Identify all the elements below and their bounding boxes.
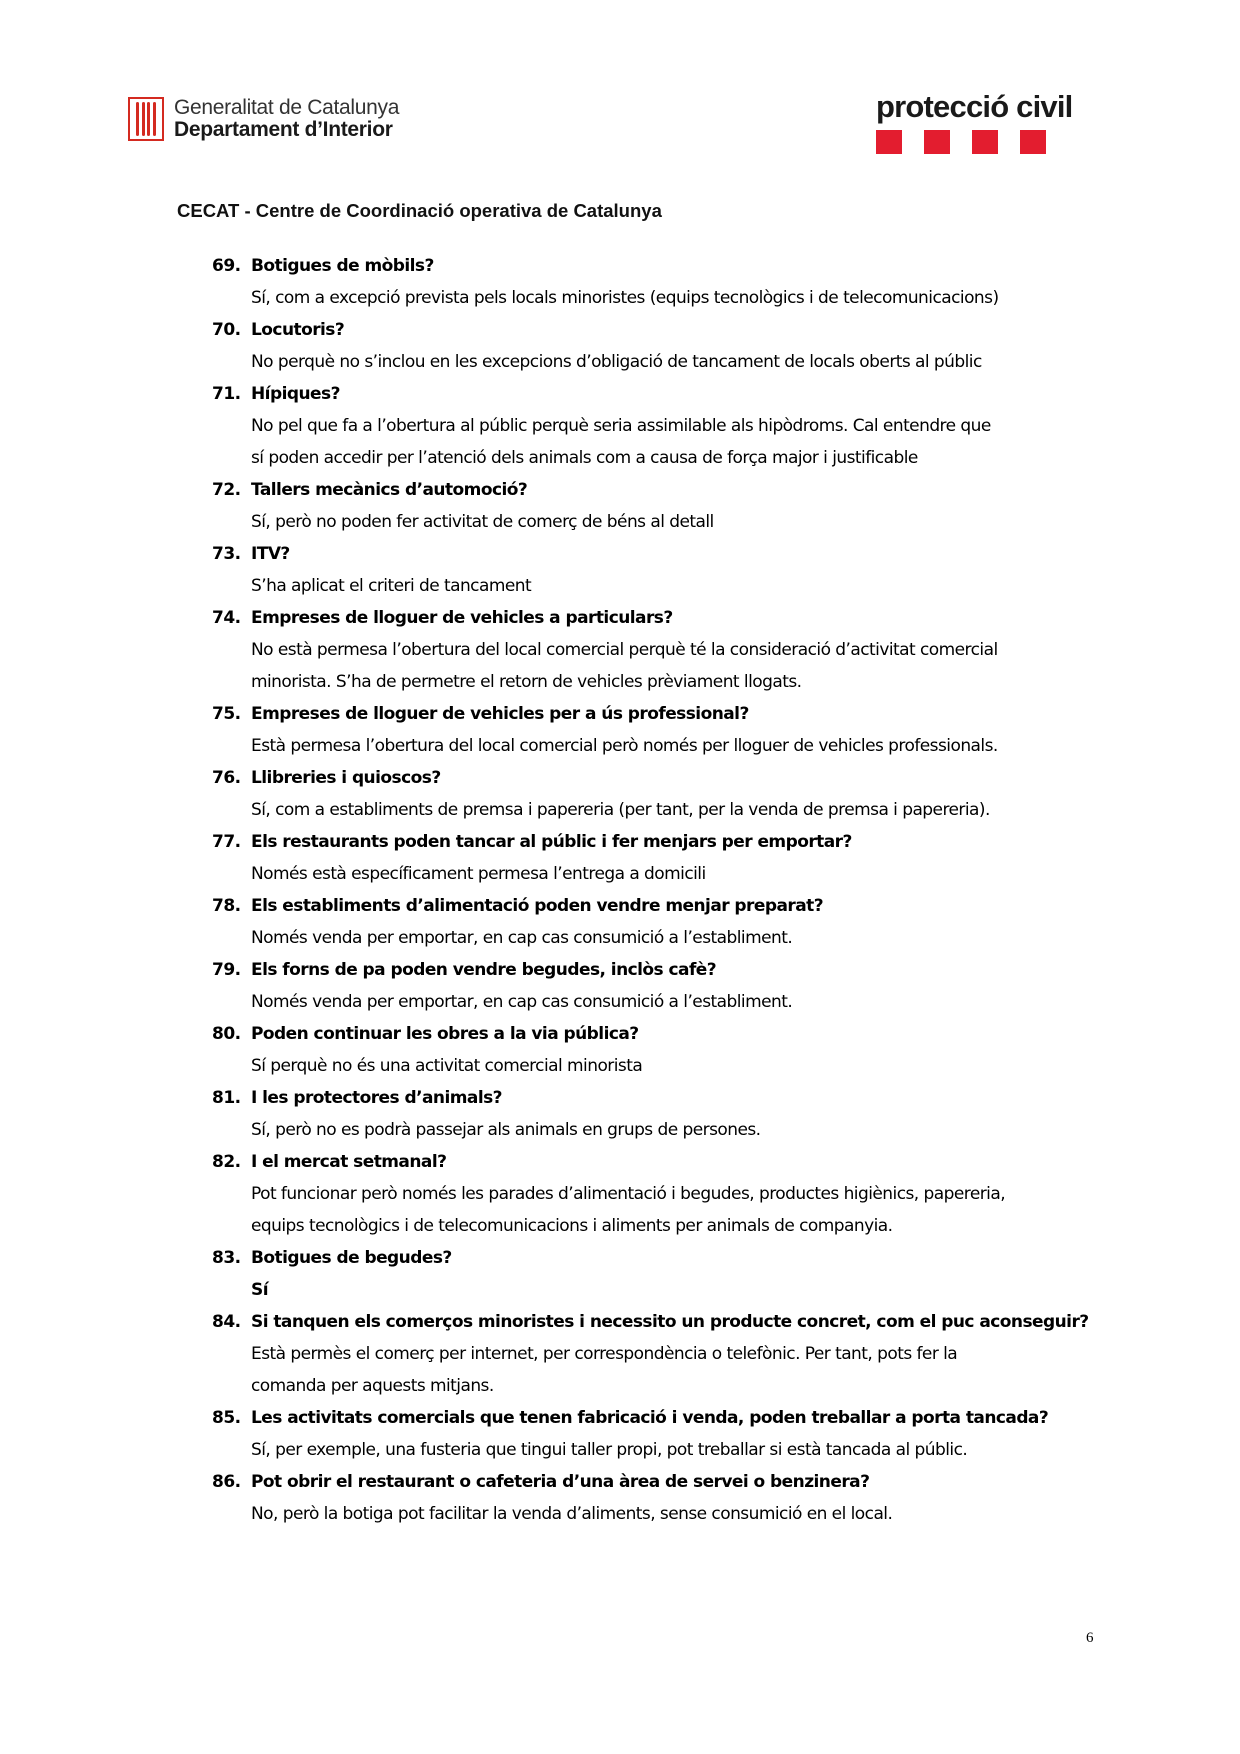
answer-text: Sí, com a excepció prevista pels locals minoristes (equips tecnològics i de telecomunicacions) [251, 288, 999, 308]
question-text: Si tanquen els comerços minoristes i necessito un producte concret, com el puc aconseguir? [251, 1312, 1089, 1332]
logo-proteccio-civil [876, 90, 1106, 154]
red-squares-icon [876, 130, 1106, 154]
item-number: 77. [212, 832, 241, 852]
item-number: 73. [212, 544, 241, 564]
page-number: 6 [1086, 1630, 1094, 1646]
answer-text: Només venda per emportar, en cap cas consumició a l’establiment. [251, 928, 793, 948]
answer-text: No està permesa l’obertura del local comercial perquè té la consideració d’activitat comercial [251, 640, 998, 660]
answer-text: Només venda per emportar, en cap cas consumició a l’establiment. [251, 992, 793, 1012]
question-text: Poden continuar les obres a la via pública? [251, 1024, 639, 1044]
question-text: ITV? [251, 544, 290, 564]
item-number: 70. [212, 320, 241, 340]
item-number: 78. [212, 896, 241, 916]
logo-proteccio-civil-text: protecció civil [876, 89, 1073, 124]
answer-text: No perquè no s’inclou en les excepcions d’obligació de tancament de locals oberts al públic [251, 352, 982, 372]
item-number: 86. [212, 1472, 241, 1492]
answer-text: Sí, però no poden fer activitat de comerç de béns al detall [251, 512, 714, 532]
question-text: Els establiments d’alimentació poden vendre menjar preparat? [251, 896, 824, 916]
catalan-shield-icon [128, 97, 164, 141]
question-text: Les activitats comercials que tenen fabricació i venda, poden treballar a porta tancada? [251, 1408, 1049, 1428]
answer-text: S’ha aplicat el criteri de tancament [251, 576, 532, 596]
question-text: Locutoris? [251, 320, 345, 340]
item-number: 80. [212, 1024, 241, 1044]
question-text: Els restaurants poden tancar al públic i fer menjars per emportar? [251, 832, 852, 852]
answer-text: No pel que fa a l’obertura al públic perquè seria assimilable als hipòdroms. Cal entendre que [251, 416, 991, 436]
answer-text: Està permesa l’obertura del local comercial però només per lloguer de vehicles professionals. [251, 736, 998, 756]
question-text: Els forns de pa poden vendre begudes, inclòs cafè? [251, 960, 717, 980]
question-text: Empreses de lloguer de vehicles per a ús professional? [251, 704, 749, 724]
question-text: Botigues de mòbils? [251, 256, 434, 276]
answer-text: minorista. S’ha de permetre el retorn de vehicles prèviament llogats. [251, 672, 802, 692]
item-number: 82. [212, 1152, 241, 1172]
question-text: Tallers mecànics d’automoció? [251, 480, 528, 500]
item-number: 76. [212, 768, 241, 788]
item-number: 79. [212, 960, 241, 980]
item-number: 83. [212, 1248, 241, 1268]
question-text: Empreses de lloguer de vehicles a particulars? [251, 608, 673, 628]
item-number: 81. [212, 1088, 241, 1108]
answer-text: Sí perquè no és una activitat comercial minorista [251, 1056, 643, 1076]
question-text: Botigues de begudes? [251, 1248, 452, 1268]
answer-text: Sí, com a establiments de premsa i papereria (per tant, per la venda de premsa i papereria). [251, 800, 990, 820]
question-text: I el mercat setmanal? [251, 1152, 447, 1172]
answer-text: Sí [251, 1280, 268, 1300]
answer-text: No, però la botiga pot facilitar la venda d’aliments, sense consumició en el local. [251, 1504, 893, 1524]
answer-text: Només està específicament permesa l’entrega a domicili [251, 864, 706, 884]
answer-text: Està permès el comerç per internet, per correspondència o telefònic. Per tant, pots fer la [251, 1344, 958, 1364]
logo-generalitat-line1: Generalitat de Catalunya [174, 96, 400, 119]
answer-text: comanda per aquests mitjans. [251, 1376, 494, 1396]
answer-text: Sí, però no es podrà passejar als animals en grups de persones. [251, 1120, 761, 1140]
question-text: Pot obrir el restaurant o cafeteria d’una àrea de servei o benzinera? [251, 1472, 870, 1492]
item-number: 85. [212, 1408, 241, 1428]
item-number: 84. [212, 1312, 241, 1332]
item-number: 74. [212, 608, 241, 628]
item-number: 71. [212, 384, 241, 404]
answer-text: Sí, per exemple, una fusteria que tingui taller propi, pot treballar si està tancada al públic. [251, 1440, 968, 1460]
question-text: Llibreries i quioscos? [251, 768, 441, 788]
logo-generalitat [128, 97, 399, 141]
answer-text: equips tecnològics i de telecomunicacions i aliments per animals de companyia. [251, 1216, 893, 1236]
answer-text: Pot funcionar però només les parades d’alimentació i begudes, productes higiènics, papereria, [251, 1184, 1006, 1204]
logo-generalitat-line2: Departament d’Interior [174, 118, 393, 141]
question-text: I les protectores d’animals? [251, 1088, 502, 1108]
item-number: 72. [212, 480, 241, 500]
item-number: 75. [212, 704, 241, 724]
item-number: 69. [212, 256, 241, 276]
document-header-title: CECAT - Centre de Coordinació operativa de Catalunya [177, 200, 662, 221]
answer-text: sí poden accedir per l’atenció dels animals com a causa de força major i justificable [251, 448, 918, 468]
question-text: Hípiques? [251, 384, 340, 404]
